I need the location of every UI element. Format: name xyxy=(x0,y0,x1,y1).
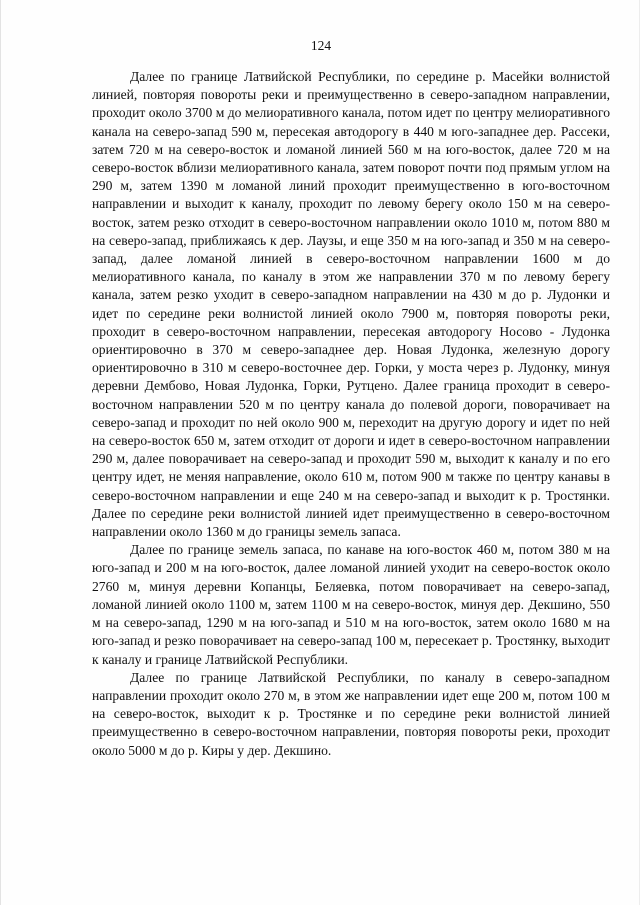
paragraph: Далее по границе земель запаса, по канаве на юго-восток 460 м, потом 380 м на юго-запад и 200 м на юго-восток, далее ломаной линией уходит на северо-восток около 2760 м, минуя деревни Копанцы, Беляевка, потом поворачивает на северо-запад, ломаной линией около 1100 м, затем 1100 м на северо-восток, минуя дер. Декшино, 550 м на северо-запад, 1290 м на юго-запад и 510 м на юго-восток, затем около 1680 м на юго-запад и резко поворачивает на северо-запад 100 м, пересекает р. Тростянку, выходит к каналу и границе Латвийской Республики. xyxy=(92,542,610,667)
paragraph: Далее по границе Латвийской Республики, по середине р. Масейки волнистой линией, повторяя повороты реки и преимущественно в северо-западном направлении, проходит около 3700 м до мелиоративного канала, потом идет по центру мелиоративного канала на северо-запад 590 м, пересекая автодорогу в 440 м юго-западнее дер. Рассеки, затем 720 м на северо-восток и ломаной линией 560 м на юго-восток, далее 720 м на северо-восток вблизи мелиоративного канала, затем поворот почти под прямым углом на 290 м, затем 1390 м ломаной линий проходит преимущественно в юго-восточном направлении и выходит к каналу, проходит по левому берегу около 150 м на северо-восток, затем резко отходит в северо-восточном направлении около 1010 м, потом 880 м на северо-запад, приближаясь к дер. Лаузы, и еще 350 м на юго-запад и 350 м на северо-запад, далее ломаной линией в северо-восточном направлении 1600 м до мелиоративного канала, по каналу в этом же направлении 370 м по левому берегу канала, затем резко уходит в северо-западном направлении на 430 м до р. Лудонки и идет по середине реки волнистой линией около 7900 м, повторяя повороты реки, проходит в северо-восточном направлении, пересекая автодорогу Носово - Лудонка ориентировочно в 370 м северо-западнее дер. Новая Лудонка, железную дорогу ориентировочно в 310 м северо-восточнее дер. Горки, у моста через р. Лудонку, минуя деревни Дембово, Новая Лудонка, Горки, Рутцено. Далее граница проходит в северо-восточном направлении 520 м по центру канала до полевой дороги, поворачивает на северо-запад и проходит по ней около 900 м, переходит на другую дорогу и идет по ней на северо-восток 650 м, затем отходит от дороги и идет в северо-восточном направлении 290 м, далее поворачивает на северо-запад и проходит 590 м, выходит к каналу и по его центру идет, не меняя направление, около 610 м, потом 900 м также по центру канавы в северо-восточном направлении и еще 240 м на северо-запад и выходит к р. Тростянки. Далее по середине реки волнистой линией идет преимущественно в северо-восточном направлении около 1360 м до границы земель запаса. xyxy=(92,69,610,540)
paragraph: Далее по границе Латвийской Республики, по каналу в северо-западном направлении проходит около 270 м, в этом же направлении идет еще 200 м, потом 100 м на северо-восток, выходит к р. Тростянке и по середине реки волнистой линией преимущественно в северо-восточном направлении, повторяя повороты реки, проходит около 5000 м до р. Киры у дер. Декшино. xyxy=(92,669,610,758)
document-body xyxy=(92,68,610,760)
page-number: 124 xyxy=(310,38,332,53)
